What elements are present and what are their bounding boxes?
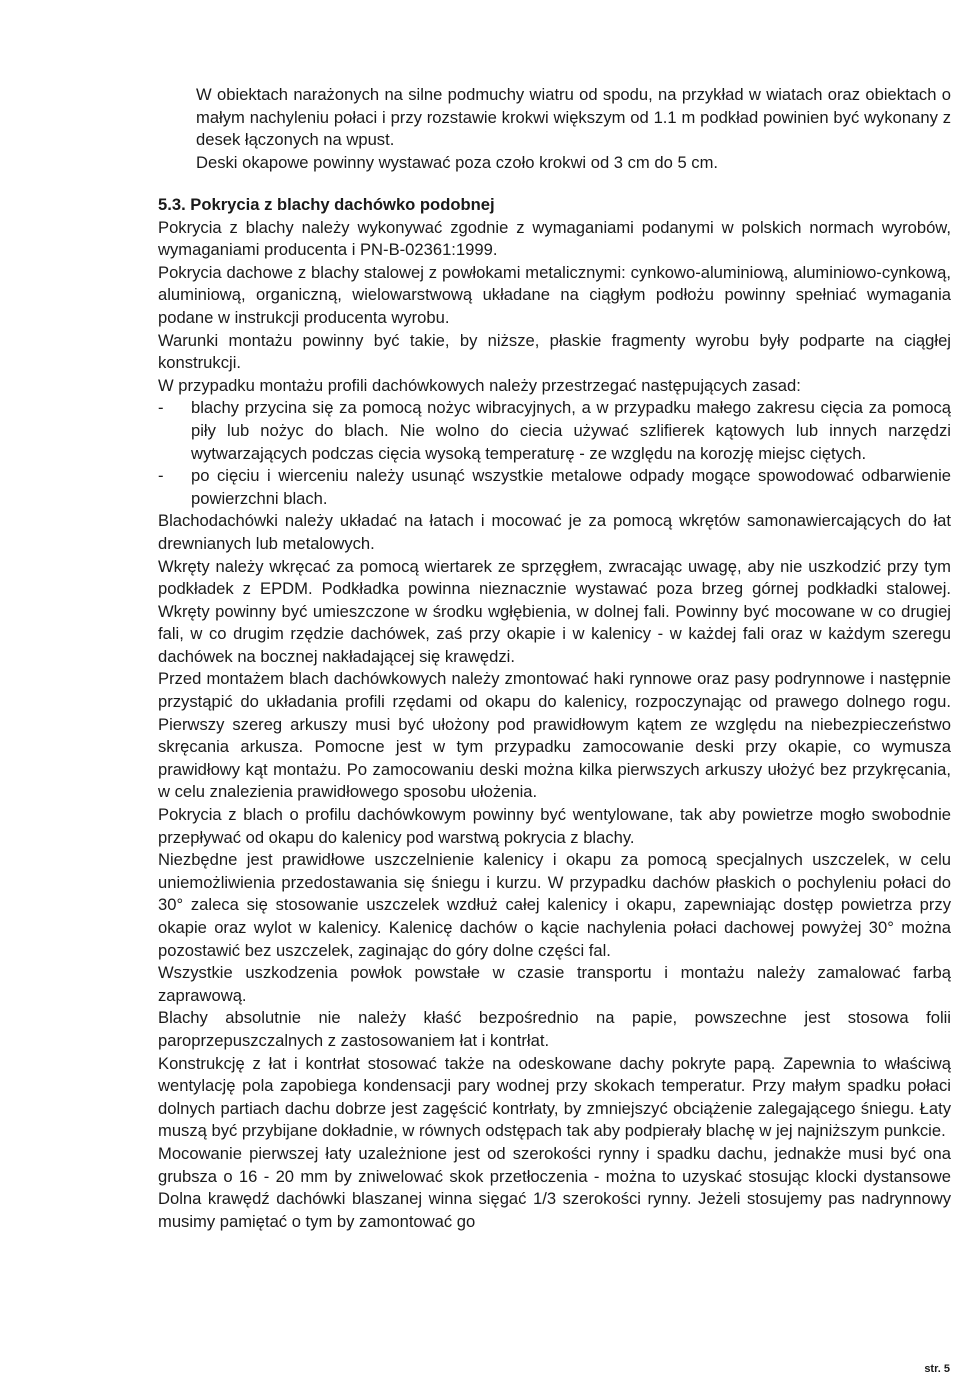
section-heading: 5.3. Pokrycia z blachy dachówko podobnej (158, 195, 495, 214)
paragraph-rules-intro: W przypadku montażu profili dachówkowych należy przestrzegać następujących zasad: (158, 375, 801, 395)
paragraph-ventilation: Pokrycia z blach o profilu dachówkowym powinny być wentylowane, tak aby powietrze mogło swobodnie przepływać od okapu do kalenicy pod warstwą pokrycia z blachy. (158, 805, 951, 847)
list-item-text: po cięciu i wierceniu należy usunąć wszystkie metalowe odpady mogące spowodować odbarwienie powierzchni blach. (191, 466, 951, 508)
bullet-dash: - (158, 466, 164, 486)
paragraph-screws-mounting: Blachodachówki należy układać na łatach i mocować je za pomocą wkrętów samonawiercających do łat drewnianych lub metalowych. (158, 511, 951, 553)
paragraph-screws-drilling: Wkręty należy wkręcać za pomocą wiertarek ze sprzęgłem, zwracając uwagę, aby nie uszkodzić przy tym podkładek z EPDM. Podkładka powinna nieznacznie wystawać poza brzeg górnej podkładki stalowej. Wkręty powinny być umieszczone w środku wgłębienia, w dolnej fali. Powinny być mocowane w co drugiej fali, w co drugim rzędzie dachówek, zaś przy okapie i w kalenicy - w każdej fali oraz w każdym szeregu dachówek na bocznej nakładającej się krawędzi. (158, 556, 951, 666)
list-item-text: blachy przycina się za pomocą nożyc wibracyjnych, a w przypadku małego zakresu cięcia za pomocą piły lub nożyc do blach. Nie wolno do ciecia używać szlifierek kątowych lub innych narzędzi wytwarzających podczas cięcia wysoką temperaturę - ze względu na korozję miejsc ciętych. (191, 398, 951, 463)
paragraph-sealing: Niezbędne jest prawidłowe uszczelnienie kalenicy i okapu za pomocą specjalnych uszczelek, w celu uniemożliwienia przedostawania się śniegu i kurzu. W przypadku dachów płaskich o pochyleniu połaci do 30° zaleca się stosowanie uszczelek wzdłuż całej kalenicy i okapu, zapewniając dostęp powietrza przy okapie oraz wylot w kalenicy. Kalenicę dachów o kącie nachylenia połaci dachowej powyżej 30° można pozostawić bez uszczelek, zaginając do góry dolne części fal. (158, 850, 951, 960)
list-item (158, 397, 951, 465)
list-item (158, 465, 951, 510)
intro-paragraph-1: W obiektach narażonych na silne podmuchy wiatru od spodu, na przykład w wiatach oraz obiektach o małym nachyleniu połaci i przy rozstawie krokwi większym od 1.1 m podkład powinien być wykonany z desek łączonych na wpust. (196, 85, 951, 150)
paragraph-first-batten: Mocowanie pierwszej łaty uzależnione jest od szerokości rynny i spadku dachu, jednakże musi być ona grubsza o 16 - 20 mm by zniwelować skok przetłoczenia - można to uzyskać stosując klocki dystansowe Dolna krawędź dachówki blaszanej winna sięgać 1/3 szerokości rynny. Jeżeli stosujemy pas nadrynnowy musimy pamiętać o tym by zamontować go (158, 1143, 951, 1231)
paragraph-battens: Konstrukcję z łat i kontrłat stosować także na odeskowane dachy pokryte papą. Zapewnia to właściwą wentylację pola zapobiega kondensacji pary wodnej przy skokach temperatur. Przy małym spadku połaci dolnych partiach dachu dobrze jest zagęścić kontrłaty, by zmniejszyć obciążenie zalegającego śniegu. Łaty muszą być przybijane dokładnie, w równych odstępach tak aby podpierały blachę w jej najniższym punkcie. (158, 1053, 951, 1141)
section-body (158, 194, 951, 1233)
intro-paragraph-2: Deski okapowe powinny wystawać poza czoło krokwi od 3 cm do 5 cm. (196, 152, 719, 172)
paragraph-coatings: Pokrycia dachowe z blachy stalowej z powłokami metalicznymi: cynkowo-aluminiową, aluminiowo-cynkową, aluminiową, organiczną, wielowarstwową układane na ciągłym podłożu powinny spełniać wymagania podane w instrukcji producenta wyrobu. (158, 262, 951, 327)
paragraph-mounting-conditions: Warunki montażu powinny być takie, by niższe, płaskie fragmenty wyrobu były podparte na ciągłej konstrukcji. (158, 330, 951, 373)
bullet-dash: - (158, 398, 164, 418)
paragraph-damage: Wszystkie uszkodzenia powłok powstałe w czasie transportu i montażu należy zamalować farbą zaprawową. (158, 963, 951, 1005)
page-number: str. 5 (924, 1363, 950, 1375)
rules-list (158, 397, 951, 510)
paragraph-membrane: Blachy absolutnie nie należy kłaść bezpośrednio na papie, powszechne jest stosowa folii paroprzepuszczalnych z zastosowaniem łat i kontrłat. (158, 1008, 951, 1050)
intro-block (196, 84, 951, 174)
paragraph-norms: Pokrycia z blachy należy wykonywać zgodnie z wymaganiami podanymi w polskich normach wyrobów, wymaganiami producenta i PN-B-02361:1999. (158, 217, 951, 260)
paragraph-assembly-order: Przed montażem blach dachówkowych należy zmontować haki rynnowe oraz pasy podrynnowe i następnie przystąpić do układania profili rzędami od okapu do kalenicy, rozpoczynając od prawego dolnego rogu. Pierwszy szereg arkuszy musi być ułożony pod prawidłowym kątem ze względu na niebezpieczeństwo skręcania arkusza. Pomocne jest w tym przypadku zamocowanie deski przy okapie, co wymusza prawidłowy kąt montażu. Po zamocowaniu deski można kilka pierwszych arkuszy ułożyć bez przykręcania, w celu znalezienia prawidłowego sposobu ułożenia. (158, 669, 951, 802)
